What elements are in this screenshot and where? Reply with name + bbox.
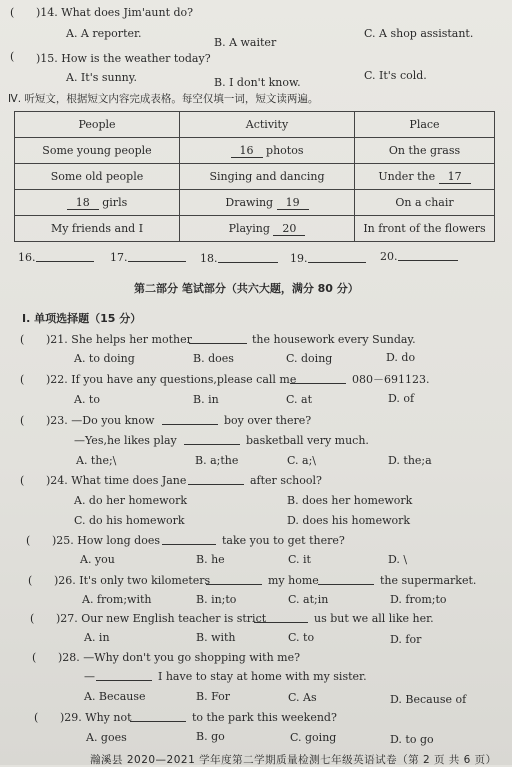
- blank-19[interactable]: 19: [277, 196, 309, 210]
- answer-paren[interactable]: (: [20, 474, 25, 487]
- q26-option-c: C. at;in: [288, 593, 329, 606]
- row1-place: On the grass: [355, 138, 495, 164]
- q14-option-a: A. A reporter.: [66, 27, 142, 40]
- row3-place: On a chair: [355, 190, 495, 216]
- answer-paren[interactable]: (: [32, 651, 37, 664]
- row4-people: My friends and I: [15, 216, 180, 242]
- question-29-stem: )29. Why not: [60, 711, 132, 724]
- q29-option-b: B. go: [196, 730, 225, 743]
- q29-blank[interactable]: [130, 711, 186, 722]
- answer-blank-20[interactable]: [398, 250, 458, 261]
- answer-paren[interactable]: (: [28, 574, 33, 587]
- q25-option-b: B. he: [196, 553, 225, 566]
- q28-option-c: C. As: [288, 691, 317, 704]
- question-24-stem-end: after school?: [250, 474, 322, 487]
- blank-17[interactable]: 17: [439, 170, 471, 184]
- question-21-stem: )21. She helps her mother: [46, 333, 192, 346]
- q28-blank[interactable]: [96, 670, 152, 681]
- q21-option-b: B. does: [193, 352, 234, 365]
- row1-people: Some young people: [15, 138, 180, 164]
- q24-option-b: B. does her homework: [287, 494, 413, 507]
- part-2-heading: 第二部分 笔试部分（共六大题，满分 80 分）: [134, 282, 359, 295]
- question-22-stem-end: 080－691123.: [352, 373, 430, 386]
- question-28-line2: I have to stay at home with my sister.: [158, 670, 367, 683]
- q23-option-a: A. the;\: [76, 454, 117, 467]
- row3-people: [15, 190, 180, 216]
- q27-option-b: B. with: [196, 631, 236, 644]
- question-23-line2: —Yes,he likes play: [74, 434, 177, 447]
- question-27-stem-end: us but we all like her.: [314, 612, 434, 625]
- q23-blank-1[interactable]: [162, 414, 218, 425]
- q25-option-a: A. you: [80, 553, 115, 566]
- question-14-stem: )14. What does Jim'aunt do?: [36, 6, 194, 19]
- q28-option-d: D. Because of: [390, 693, 467, 706]
- answer-blank-16[interactable]: [36, 251, 94, 262]
- row1-activity-text: photos: [266, 143, 304, 157]
- answer-blank-17[interactable]: [128, 251, 186, 262]
- row4-activity: [180, 216, 355, 242]
- q21-option-d: D. do: [386, 351, 416, 364]
- q23-option-d: D. the;a: [388, 454, 432, 467]
- answer-paren[interactable]: (: [20, 373, 25, 386]
- header-people: People: [15, 112, 180, 138]
- q22-option-b: B. in: [193, 393, 219, 406]
- answer-label-20: 20.: [380, 250, 398, 263]
- blank-20[interactable]: 20: [273, 222, 305, 236]
- q15-option-b: B. I don't know.: [214, 76, 301, 89]
- question-23-line2-end: basketball very much.: [246, 434, 369, 447]
- q14-option-c: C. A shop assistant.: [364, 27, 474, 40]
- answer-paren[interactable]: (: [10, 50, 15, 63]
- question-23-stem: )23. —Do you know: [46, 414, 155, 427]
- question-28-stem: )28. —Why don't you go shopping with me?: [58, 651, 300, 664]
- q27-blank[interactable]: [254, 612, 308, 623]
- row3-people-text: girls: [102, 195, 128, 209]
- q22-option-a: A. to: [74, 393, 100, 406]
- question-26-stem-mid: my home: [268, 574, 319, 587]
- answer-paren[interactable]: (: [10, 6, 15, 19]
- answer-paren[interactable]: (: [20, 333, 25, 346]
- question-25-stem: )25. How long does: [52, 534, 160, 547]
- q21-option-c: C. doing: [286, 352, 333, 365]
- page-footer: 瀚溪县 2020—2021 学年度第二学期质量检测七年级英语试卷（第 2 页 共 6 页）: [90, 754, 497, 766]
- q25-option-c: C. it: [288, 553, 311, 566]
- q22-option-d: D. of: [388, 392, 415, 405]
- row4-activity-text: Playing: [228, 221, 270, 235]
- answer-label-18: 18.: [200, 252, 218, 265]
- q22-option-c: C. at: [286, 393, 312, 406]
- row1-activity: [180, 138, 355, 164]
- q28-option-b: B. For: [196, 690, 230, 703]
- header-place: Place: [355, 112, 495, 138]
- row2-activity: Singing and dancing: [180, 164, 355, 190]
- question-27-stem: )27. Our new English teacher is strict: [56, 612, 267, 625]
- question-15-stem: )15. How is the weather today?: [36, 52, 211, 65]
- blank-16[interactable]: 16: [231, 144, 263, 158]
- question-24-stem: )24. What time does Jane: [46, 474, 187, 487]
- q25-blank[interactable]: [162, 534, 216, 545]
- row4-place: In front of the flowers: [355, 216, 495, 242]
- q23-option-b: B. a;the: [195, 454, 239, 467]
- question-22-stem: )22. If you have any questions,please call me: [46, 373, 297, 386]
- blank-18[interactable]: 18: [67, 196, 99, 210]
- q27-option-a: A. in: [84, 631, 110, 644]
- q23-blank-2[interactable]: [184, 434, 240, 445]
- header-activity: Activity: [180, 112, 355, 138]
- question-28-dash: —: [84, 670, 95, 683]
- answer-label-17: 17.: [110, 251, 128, 264]
- question-26-stem: )26. It's only two kilometers: [54, 574, 211, 587]
- question-26-stem-end: the supermarket.: [380, 574, 477, 587]
- q29-option-c: C. going: [290, 731, 337, 744]
- answer-paren[interactable]: (: [34, 711, 39, 724]
- q27-option-d: D. for: [390, 633, 422, 646]
- q29-option-a: A. goes: [86, 731, 127, 744]
- q22-blank[interactable]: [290, 373, 346, 384]
- row2-place: [355, 164, 495, 190]
- q21-option-a: A. to doing: [74, 352, 135, 365]
- q26-option-b: B. in;to: [196, 593, 237, 606]
- q24-option-c: C. do his homework: [74, 514, 185, 527]
- answer-blank-19[interactable]: [308, 252, 366, 263]
- q24-blank[interactable]: [188, 474, 244, 485]
- answer-label-16: 16.: [18, 251, 36, 264]
- q24-option-a: A. do her homework: [74, 494, 188, 507]
- question-29-stem-end: to the park this weekend?: [192, 711, 337, 724]
- q28-option-a: A. Because: [84, 690, 146, 703]
- q26-blank-1[interactable]: [206, 574, 262, 585]
- q21-blank[interactable]: [189, 333, 247, 344]
- listening-table: [14, 111, 495, 242]
- q26-option-a: A. from;with: [82, 593, 152, 606]
- question-23-stem-end: boy over there?: [224, 414, 312, 427]
- q27-option-c: C. to: [288, 631, 315, 644]
- q26-option-d: D. from;to: [390, 593, 447, 606]
- question-25-stem-end: take you to get there?: [222, 534, 345, 547]
- q15-option-a: A. It's sunny.: [66, 71, 138, 84]
- section-4-heading: Ⅳ. 听短文，根据短文内容完成表格。每空仅填一词，短文读两遍。: [8, 93, 319, 105]
- answer-paren[interactable]: (: [30, 612, 35, 625]
- q14-option-b: B. A waiter: [214, 36, 277, 49]
- row2-people: Some old people: [15, 164, 180, 190]
- answer-label-19: 19.: [290, 252, 308, 265]
- q23-option-c: C. a;\: [287, 454, 316, 467]
- answer-paren[interactable]: (: [26, 534, 31, 547]
- answer-paren[interactable]: (: [20, 414, 25, 427]
- q29-option-d: D. to go: [390, 733, 434, 746]
- row3-activity-text: Drawing: [225, 195, 274, 209]
- answer-blank-18[interactable]: [218, 252, 278, 263]
- q26-blank-2[interactable]: [318, 574, 374, 585]
- question-21-stem-end: the housework every Sunday.: [252, 333, 416, 346]
- q15-option-c: C. It's cold.: [364, 69, 427, 82]
- section-1-heading: Ⅰ. 单项选择题（15 分）: [22, 312, 142, 325]
- row2-place-text: Under the: [378, 169, 436, 183]
- q25-option-d: D. \: [388, 553, 408, 566]
- q24-option-d: D. does his homework: [287, 514, 411, 527]
- row3-activity: [180, 190, 355, 216]
